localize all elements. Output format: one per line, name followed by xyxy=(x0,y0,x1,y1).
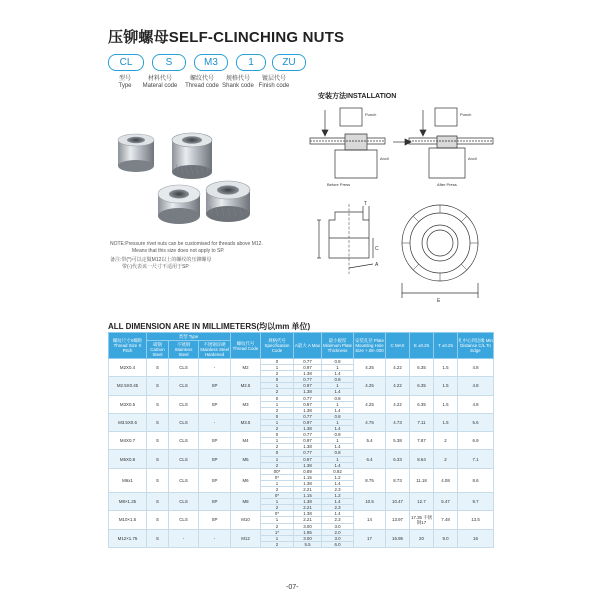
cell-c: 6.33 xyxy=(386,450,410,468)
cell-shank-code: 0* xyxy=(261,474,294,480)
code-pill-finish: ZU xyxy=(272,54,306,71)
page-title: 压铆螺母SELF-CLINCHING NUTS xyxy=(108,29,345,46)
cell-min-plate: 2.3 xyxy=(322,486,354,492)
cell-a-max: 1.38 xyxy=(294,371,322,377)
punch-label-after: Punch xyxy=(460,112,472,117)
cell-min-plate: 1 xyxy=(322,401,354,407)
cell-shank-code: 2 xyxy=(261,462,294,468)
cell-a-max: 1.38 xyxy=(294,462,322,468)
cell-e: 6.35 xyxy=(410,395,434,413)
cell-min-plate: 0.8 xyxy=(322,450,354,456)
cell-a-max: 0.77 xyxy=(294,413,322,419)
installation-title: 安装方法INSTALLATION xyxy=(318,93,397,100)
cell-shank-code: 1 xyxy=(261,535,294,541)
cell-a-max: 1.38 xyxy=(294,480,322,486)
cell-shank-code: 1 xyxy=(261,499,294,505)
cell-edge: 7.1 xyxy=(458,450,494,468)
cell-a-max: 0.97 xyxy=(294,456,322,462)
code-label-shank: 规格代号 Shank code xyxy=(222,76,254,89)
cell-a-max: 0.97 xyxy=(294,383,322,389)
header-c: C MAX xyxy=(386,333,410,359)
cell-c: 4.22 xyxy=(386,395,410,413)
cell-min-plate: 1.4 xyxy=(322,389,354,395)
cell-carbon: S xyxy=(147,432,169,450)
cell-hardened: SP xyxy=(199,493,231,511)
header-shank-code: 规格代号 Specification Code xyxy=(261,333,294,359)
cell-hardened: SP xyxy=(199,377,231,395)
cell-shank-code: 0* xyxy=(261,493,294,499)
cell-stainless: CLS xyxy=(169,450,199,468)
cell-e: 12.7 xyxy=(410,493,434,511)
cell-a-max: 1.38 xyxy=(294,499,322,505)
cell-thread: M5X0.8 xyxy=(109,450,147,468)
cell-edge: 9.7 xyxy=(458,493,494,511)
cell-stainless: CLS xyxy=(169,359,199,377)
header-thread: 螺纹尺寸X螺距 Thread Size X Pitch xyxy=(109,333,147,359)
cell-edge: 5.6 xyxy=(458,413,494,431)
cell-a-max: 0.97 xyxy=(294,401,322,407)
cell-thread: M3X0.5 xyxy=(109,395,147,413)
cell-thread-code: M2 xyxy=(231,359,261,377)
header-hardened: 不锈钢淬硬 Stainless Steel Hardened xyxy=(199,342,230,357)
nut-image-3 xyxy=(158,185,200,224)
cell-min-plate: 0.8 xyxy=(322,432,354,438)
cell-carbon: S xyxy=(147,395,169,413)
cell-carbon: S xyxy=(147,413,169,431)
cell-min-plate: 3.0 xyxy=(322,535,354,541)
cell-edge: 13.5 xyxy=(458,511,494,529)
cell-thread-code: M3.5 xyxy=(231,413,261,431)
cell-hole: 10.5 xyxy=(354,493,386,511)
cell-a-max: 1.38 xyxy=(294,511,322,517)
cell-thread-code: M2.5 xyxy=(231,377,261,395)
cell-min-plate: 1.4 xyxy=(322,407,354,413)
cell-shank-code: 2 xyxy=(261,444,294,450)
cell-min-plate: 1.4 xyxy=(322,444,354,450)
cell-t: 4.08 xyxy=(434,468,458,492)
nut-image-4 xyxy=(206,181,250,222)
header-stainless: 不锈钢 Stainless Steel xyxy=(169,341,199,359)
cell-a-max: 0.77 xyxy=(294,432,322,438)
cell-thread-code: M6 xyxy=(231,468,261,492)
cell-shank-code: 1 xyxy=(261,438,294,444)
cell-edge: 4.8 xyxy=(458,359,494,377)
cell-shank-code: 0 xyxy=(261,377,294,383)
header-a-max: A最大 A Max xyxy=(294,333,322,359)
cell-a-max: 1.95 xyxy=(294,529,322,535)
cell-stainless: CLS xyxy=(169,493,199,511)
cell-a-max: 1.38 xyxy=(294,407,322,413)
dim-c-label: C xyxy=(375,246,379,252)
cell-hardened: SP xyxy=(199,395,231,413)
cell-stainless: - xyxy=(169,529,199,547)
cell-thread-code: M12 xyxy=(231,529,261,547)
cell-c: 5.38 xyxy=(386,432,410,450)
cell-shank-code: 0* xyxy=(261,511,294,517)
after-press-label: After Press xyxy=(437,182,457,187)
cell-min-plate: 1.4 xyxy=(322,499,354,505)
page-number: -07- xyxy=(286,584,299,591)
dim-t-label: T xyxy=(364,201,368,207)
cell-min-plate: 0.8 xyxy=(322,359,354,365)
cell-hole: 4.75 xyxy=(354,413,386,431)
cell-stainless: CLS xyxy=(169,511,199,529)
cell-a-max: 0.89 xyxy=(294,468,322,474)
cell-shank-code: 2 xyxy=(261,505,294,511)
cell-hardened: SP xyxy=(199,511,231,529)
cell-shank-code: 1 xyxy=(261,456,294,462)
cell-thread-code: M8 xyxy=(231,493,261,511)
cell-hole: 8.75 xyxy=(354,468,386,492)
dimension-drawing xyxy=(315,198,495,308)
cell-shank-code: 0 xyxy=(261,450,294,456)
cell-c: 4.22 xyxy=(386,359,410,377)
cell-c: 16.95 xyxy=(386,529,410,547)
header-carbon: 碳钢 Carbon Steel xyxy=(147,341,169,359)
cell-shank-code: 1 xyxy=(261,419,294,425)
cell-carbon: S xyxy=(147,468,169,492)
cell-c: 4.73 xyxy=(386,413,410,431)
cell-thread: M6x1 xyxy=(109,468,147,492)
cell-shank-code: 2 xyxy=(261,541,294,547)
cell-min-plate: 1 xyxy=(322,383,354,389)
cell-hardened: - xyxy=(199,413,231,431)
header-edge: 孔中心到边缘 Min Distance C/L To Edge xyxy=(458,333,494,359)
cell-min-plate: 1.4 xyxy=(322,480,354,486)
punch-label: Punch xyxy=(365,112,377,117)
anvil-label-after: Anvil xyxy=(468,156,477,161)
cell-min-plate: 1 xyxy=(322,438,354,444)
code-label-finish: 镀层代号 Finish code xyxy=(258,76,290,89)
cell-a-max: 0.77 xyxy=(294,359,322,365)
cell-a-max: 1.38 xyxy=(294,444,322,450)
cell-a-max: 3.00 xyxy=(294,523,322,529)
cell-carbon: S xyxy=(147,450,169,468)
cell-a-max: 0.97 xyxy=(294,419,322,425)
cell-shank-code: 00* xyxy=(261,468,294,474)
before-press-label: Before Press xyxy=(327,182,351,187)
cell-thread-code: M4 xyxy=(231,432,261,450)
note-text: NOTE:Pressure rivet nuts can be customised for threads above M12. Means that this size does not apply to SP. 备注:带(*)可以定做M12以上的螺纹的压铆螺母 带(-)代表该一尺寸不适用于SP xyxy=(110,241,263,270)
cell-hole: 6.4 xyxy=(354,450,386,468)
cell-min-plate: 1 xyxy=(322,456,354,462)
cell-min-plate: 1.4 xyxy=(322,426,354,432)
cell-t: 5.47 xyxy=(434,493,458,511)
cell-shank-code: 1 xyxy=(261,365,294,371)
header-min-plate: 最小板厚 Minimum Plate Thickness xyxy=(322,333,354,359)
cell-a-max: 0.77 xyxy=(294,395,322,401)
dimensions-title: ALL DIMENSION ARE IN MILLIMETERS(均以mm 单位) xyxy=(108,322,311,331)
cell-stainless: CLS xyxy=(169,377,199,395)
cell-c: 4.22 xyxy=(386,377,410,395)
cell-a-max: 1.38 xyxy=(294,426,322,432)
cell-thread-code: M10 xyxy=(231,511,261,529)
cell-hole: 17 xyxy=(354,529,386,547)
cell-min-plate: 6.0 xyxy=(322,541,354,547)
cell-min-plate: 1 xyxy=(322,365,354,371)
cell-min-plate: 2.0 xyxy=(322,529,354,535)
cell-edge: 6.9 xyxy=(458,432,494,450)
cell-min-plate: 1.2 xyxy=(322,474,354,480)
cell-shank-code: 0 xyxy=(261,413,294,419)
cell-edge: 8.6 xyxy=(458,468,494,492)
cell-t: 2 xyxy=(434,432,458,450)
cell-a-max: 2.21 xyxy=(294,486,322,492)
cell-carbon: S xyxy=(147,359,169,377)
cell-t: 2 xyxy=(434,450,458,468)
cell-shank-code: 2 xyxy=(261,523,294,529)
cell-carbon: S xyxy=(147,529,169,547)
cell-stainless: CLS xyxy=(169,432,199,450)
cell-t: 1.5 xyxy=(434,377,458,395)
cell-e: 11.18 xyxy=(410,468,434,492)
cell-t: 1.5 xyxy=(434,395,458,413)
cell-hardened: SP xyxy=(199,468,231,492)
cell-e: 8.64 xyxy=(410,450,434,468)
header-thread-code: 螺纹代号 Thread Code xyxy=(231,333,261,359)
cell-hole: 4.25 xyxy=(354,377,386,395)
cell-min-plate: 2.3 xyxy=(322,517,354,523)
cell-a-max: 1.38 xyxy=(294,389,322,395)
cell-shank-code: 2 xyxy=(261,389,294,395)
cell-stainless: CLS xyxy=(169,413,199,431)
cell-thread: M4X0.7 xyxy=(109,432,147,450)
cell-shank-code: 1 xyxy=(261,517,294,523)
cell-a-max: 3.00 xyxy=(294,535,322,541)
cell-t: 7.48 xyxy=(434,511,458,529)
part-code-legend xyxy=(108,54,298,70)
installation-diagram xyxy=(305,100,495,195)
cell-hole: 5.4 xyxy=(354,432,386,450)
cell-edge: 4.8 xyxy=(458,377,494,395)
code-label-thread: 螺纹代号 Thread code xyxy=(185,76,219,89)
cell-thread: M8×1.25 xyxy=(109,493,147,511)
cell-a-max: 1.15 xyxy=(294,474,322,480)
cell-min-plate: 0.8 xyxy=(322,413,354,419)
cell-t: 1.5 xyxy=(434,413,458,431)
cell-min-plate: 1.4 xyxy=(322,462,354,468)
cell-shank-code: 2 xyxy=(261,486,294,492)
cell-shank-code: 0 xyxy=(261,432,294,438)
nut-image-2 xyxy=(172,133,212,179)
cell-min-plate: 1.4 xyxy=(322,511,354,517)
cell-a-max: 0.97 xyxy=(294,438,322,444)
cell-e: 17.35 不锈钢17 xyxy=(410,511,434,529)
cell-a-max: 0.97 xyxy=(294,365,322,371)
cell-shank-code: 2 xyxy=(261,407,294,413)
cell-stainless: CLS xyxy=(169,395,199,413)
code-pill-material: S xyxy=(152,54,186,71)
cell-carbon: S xyxy=(147,377,169,395)
dim-e-label: E xyxy=(437,298,441,304)
cell-min-plate: 2.3 xyxy=(322,505,354,511)
cell-hardened: - xyxy=(199,529,231,547)
cell-carbon: S xyxy=(147,511,169,529)
cell-min-plate: 0.92 xyxy=(322,468,354,474)
cell-thread: M2X0.4 xyxy=(109,359,147,377)
cell-thread: M2.5X0.45 xyxy=(109,377,147,395)
cell-e: 7.87 xyxy=(410,432,434,450)
cell-min-plate: 1.4 xyxy=(322,371,354,377)
cell-hole: 4.25 xyxy=(354,359,386,377)
cell-c: 13.97 xyxy=(386,511,410,529)
anvil-label: Anvil xyxy=(380,156,389,161)
cell-edge: 4.8 xyxy=(458,395,494,413)
cell-c: 10.47 xyxy=(386,493,410,511)
cell-min-plate: 1.2 xyxy=(322,493,354,499)
header-t: T ±0.25 xyxy=(434,333,458,359)
code-label-material: 材料代号 Materal code xyxy=(142,76,178,89)
dimension-table xyxy=(108,332,494,548)
cell-hardened: SP xyxy=(199,432,231,450)
code-label-type: 型号 Type xyxy=(118,76,132,89)
cell-a-max: 2.21 xyxy=(294,505,322,511)
product-photo xyxy=(110,120,275,238)
dim-a-label: A xyxy=(375,262,379,268)
cell-shank-code: 1 xyxy=(261,383,294,389)
code-pill-shank: 1 xyxy=(236,54,266,71)
cell-edge: 16 xyxy=(458,529,494,547)
cell-e: 6.35 xyxy=(410,359,434,377)
cell-min-plate: 0.8 xyxy=(322,377,354,383)
cell-shank-code: 0 xyxy=(261,395,294,401)
cell-hardened: SP xyxy=(199,450,231,468)
cell-min-plate: 1 xyxy=(322,419,354,425)
cell-a-max: 2.21 xyxy=(294,517,322,523)
cell-thread: M3.5X0.6 xyxy=(109,413,147,431)
cell-c: 8.73 xyxy=(386,468,410,492)
cell-thread-code: M3 xyxy=(231,395,261,413)
header-type: 类型 Type xyxy=(147,333,231,341)
cell-e: 6.35 xyxy=(410,377,434,395)
cell-thread: M12×1.75 xyxy=(109,529,147,547)
cell-thread: M10×1.5 xyxy=(109,511,147,529)
cell-hole: 4.25 xyxy=(354,395,386,413)
cell-thread-code: M5 xyxy=(231,450,261,468)
cell-t: 1.5 xyxy=(434,359,458,377)
cell-carbon: S xyxy=(147,493,169,511)
cell-shank-code: 2 xyxy=(261,426,294,432)
cell-min-plate: 3.0 xyxy=(322,523,354,529)
nut-image-1 xyxy=(118,134,154,172)
cell-t: 9.0 xyxy=(434,529,458,547)
header-hole: 安装孔径 Plate Mounting Hole Size +.08-.000 xyxy=(354,333,386,359)
cell-hole: 14 xyxy=(354,511,386,529)
cell-stainless: CLS xyxy=(169,468,199,492)
cell-e: 7.11 xyxy=(410,413,434,431)
cell-shank-code: 1 xyxy=(261,480,294,486)
cell-shank-code: 1* xyxy=(261,529,294,535)
cell-hardened: - xyxy=(199,359,231,377)
cell-shank-code: 0 xyxy=(261,359,294,365)
code-pill-type: CL xyxy=(108,54,144,71)
cell-e: 20 xyxy=(410,529,434,547)
cell-a-max: 0.77 xyxy=(294,377,322,383)
cell-min-plate: 0.8 xyxy=(322,395,354,401)
cell-shank-code: 2 xyxy=(261,371,294,377)
header-e: E ±0.25 xyxy=(410,333,434,359)
cell-a-max: 5.5 xyxy=(294,541,322,547)
code-pill-thread: M3 xyxy=(194,54,228,71)
cell-a-max: 1.15 xyxy=(294,493,322,499)
cell-shank-code: 1 xyxy=(261,401,294,407)
cell-a-max: 0.77 xyxy=(294,450,322,456)
